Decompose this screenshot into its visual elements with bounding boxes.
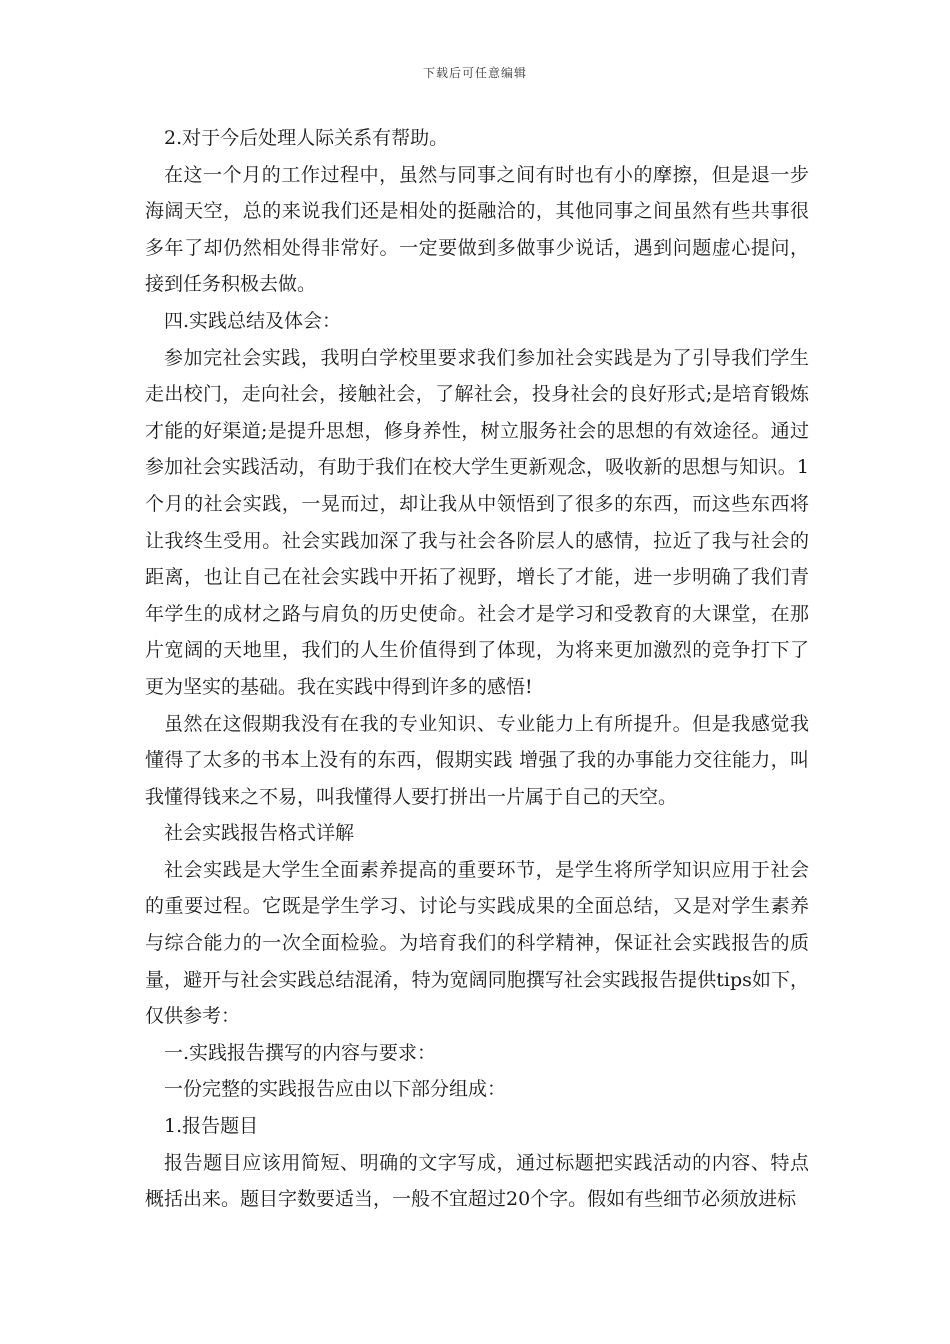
- section-heading-summary: 四.实践总结及体会：: [164, 309, 342, 332]
- paragraph-holiday-gains: 虽然在这假期我没有在我的专业知识、专业能力上有所提升。但是我感觉我懂得了太多的书本上没有的东西，假期实践 增强了我的办事能力交往能力，叫我懂得钱来之不易，叫我懂得人要打拼出一片属于自己的天空。: [145, 712, 809, 808]
- paragraph-report-components: 一份完整的实践报告应由以下部分组成：: [164, 1078, 507, 1101]
- page-header: 下载后可任意编辑: [422, 66, 527, 80]
- paragraph-interpersonal-benefit: 2.对于今后处理人际关系有帮助。: [164, 127, 449, 149]
- section-heading-report-format: 社会实践报告格式详解: [164, 822, 355, 845]
- section-heading-content-requirements: 一.实践报告撰写的内容与要求：: [164, 1041, 437, 1064]
- paragraph-work-relations: 在这一个月的工作过程中，虽然与同事之间有时也有小的摩擦，但是退一步海阔天空，总的来说我们还是相处的挺融洽的，其他同事之间虽然有些共事很多年了却仍然相处得非常好。一定要做到多做事少说话，遇到问题虚心提问，接到任务积极去做。: [145, 163, 809, 296]
- document-body: [145, 120, 809, 1218]
- paragraph-practice-summary: 参加完社会实践，我明白学校里要求我们参加社会实践是为了引导我们学生走出校门，走向社会，接触社会，了解社会，投身社会的良好形式;是培育锻炼才能的好渠道;是提升思想，修身养性，树立服务社会的思想的有效途径。通过参加社会实践活动，有助于我们在校大学生更新观念，吸收新的思想与知识。1个月的社会实践，一晃而过，却让我从中领悟到了很多的东西，而这些东西将让我终生受用。社会实践加深了我与社会各阶层人的感情，拉近了我与社会的距离，也让自己在社会实践中开拓了视野，增长了才能，进一步明确了我们青年学生的成材之路与肩负的历史使命。社会才是学习和受教育的大课堂，在那片宽阔的天地里，我们的人生价值得到了体现，为将来更加激烈的竞争打下了更为坚实的基础。我在实践中得到许多的感悟!: [145, 346, 809, 698]
- subheading-report-title: 1.报告题目: [164, 1115, 259, 1138]
- paragraph-report-title-rules: 报告题目应该用简短、明确的文字写成，通过标题把实践活动的内容、特点概括出来。题目字数要适当，一般不宜超过20个字。假如有些细节必须放进标: [145, 1151, 809, 1211]
- paragraph-format-intro: 社会实践是大学生全面素养提高的重要环节，是学生将所学知识应用于社会的重要过程。它既是学生学习、讨论与实践成果的全面总结，又是对学生素养与综合能力的一次全面检验。为培育我们的科学精神，保证社会实践报告的质量，避开与社会实践总结混淆，特为宽阔同胞撰写社会实践报告提供tips如下，仅供参考：: [145, 858, 809, 1028]
